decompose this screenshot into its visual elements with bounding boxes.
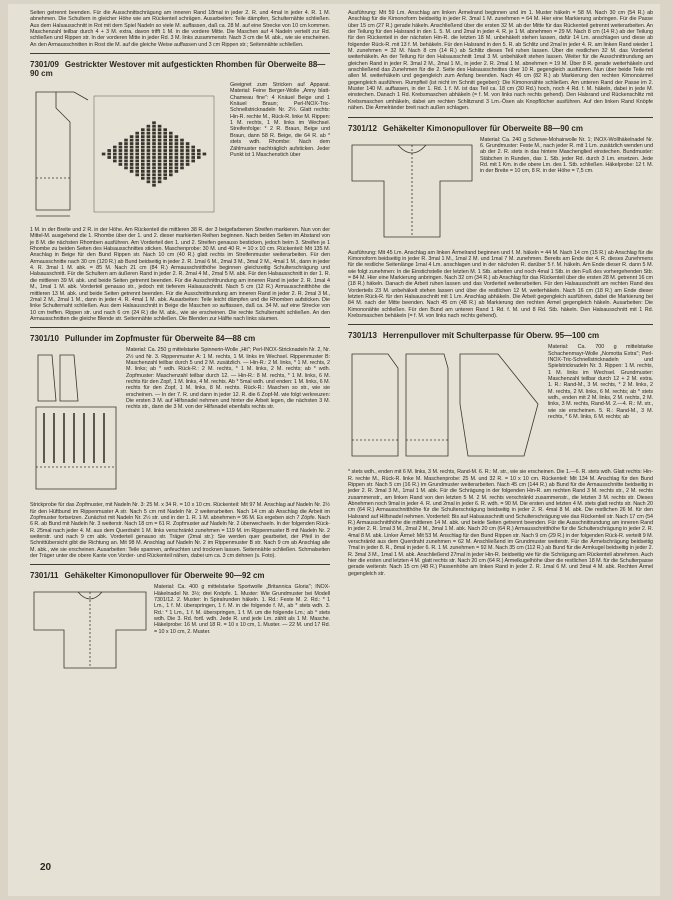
chart-stitch-mark <box>135 146 139 149</box>
chart-stitch-mark <box>130 146 134 149</box>
chart-stitch-mark <box>175 156 179 159</box>
chart-stitch-mark <box>158 146 162 149</box>
model-code: 7301/12 <box>348 123 377 133</box>
chart-stitch-mark <box>130 139 134 142</box>
chart-stitch-mark <box>152 167 156 170</box>
material-block: Geeignet zum Stricken auf Apparat. Material: Feine Berger-Wolle „Anny blatt-Chameau fine": 4 Knäuel Beige und 1 Knäuel Braun; Perl-INOX-Tric-Schnellstricknadeln Nr. 2½. Glatt rechts: Hin-R. rechte M., Rück-R. linke M. Rippen: 1 M. rechts, 1 M. links im Wechsel. Streifenfolge: * 2 R. Braun, Beige und Braun, dann 58 R. Beige, die 64 R. ab * stets wdh. Rhombe: Nach dem Zählmuster nachträglich aufsticken. Jeder Punkt ist 1 Maschenstich über <box>230 82 330 158</box>
chart-stitch-mark <box>130 149 134 152</box>
chart-stitch-mark <box>147 132 151 135</box>
chart-stitch-mark <box>152 146 156 149</box>
chart-stitch-mark <box>141 173 145 176</box>
chart-stitch-mark <box>152 163 156 166</box>
chart-stitch-mark <box>147 156 151 159</box>
chart-stitch-mark <box>163 139 167 142</box>
chart-stitch-mark <box>169 146 173 149</box>
chart-stitch-mark <box>152 142 156 145</box>
chart-stitch-mark <box>186 142 190 145</box>
kimono-pattern-diagram <box>30 584 150 674</box>
chart-stitch-mark <box>141 163 145 166</box>
chart-stitch-mark <box>158 149 162 152</box>
chart-stitch-mark <box>107 156 111 159</box>
chart-stitch-mark <box>186 153 190 156</box>
chart-stitch-mark <box>141 156 145 159</box>
section-divider <box>30 564 330 565</box>
chart-stitch-mark <box>119 156 123 159</box>
section-divider <box>348 324 653 325</box>
mens-pullover-schematic <box>348 344 544 469</box>
chart-stitch-mark <box>197 156 201 159</box>
chart-stitch-mark <box>135 173 139 176</box>
chart-stitch-mark <box>175 142 179 145</box>
chart-stitch-mark <box>135 139 139 142</box>
chart-stitch-mark <box>135 132 139 135</box>
chart-stitch-mark <box>158 156 162 159</box>
chart-stitch-mark <box>180 149 184 152</box>
mens-pullover-diagram <box>348 344 544 464</box>
chart-stitch-mark <box>119 163 123 166</box>
chart-stitch-mark <box>158 180 162 183</box>
chart-stitch-mark <box>163 142 167 145</box>
chart-stitch-mark <box>113 146 117 149</box>
chart-stitch-mark <box>124 139 128 142</box>
pullunder-pattern-diagram <box>30 347 122 497</box>
chart-stitch-mark <box>135 156 139 159</box>
chart-stitch-mark <box>169 153 173 156</box>
chart-stitch-mark <box>175 167 179 170</box>
chart-stitch-mark <box>163 170 167 173</box>
continued-instructions: Seiten getrennt beenden. Für die Ausschnittschrägung am inneren Rand 18mal in jeder 2. R. und 4mal in jeder 4. R. 1 M. abnehmen. Die Schultern in gleicher Höhe wie am Rückenteil schrägen. Ausarbeiten: Teile dämpfen, Schulternähte schließen. Aus dem Halsausschnitt in Rot mit dem Spiel Nadeln so viele M. auffassen, daß ca. 28 M. auf eine Strecke von 10 cm kommen. Maschenzahl teilbar durch 4 + 3 M. extra, davon trifft 1 M. in die vordere Mitte. Die Maschen auf 4 Nadeln verteilt zur Rd. schließen und Rippen str. In der vorderen Mitte in jeder Rd. 3 M. links zusammenstr. Nach 3 cm die M. abk., wie sie erscheinen. An den Armausschnitten in Rost die M. auf die gleiche Weise auffassen und 3 cm Rippen str.; Seitennähte schließen. <box>30 10 330 48</box>
chart-stitch-mark <box>141 177 145 180</box>
material-block: Material: Ca. 240 g Schewe-Mohairwolle Nr. 1; INOX-Wollhäkelnadel Nr. 6. Grundmuster: Feste M., nach jeder R. mit 1 Lm. zusätzlich wenden und ab der 2. R. stets in das hintere Maschenglied einstechen. Bundmuster: Stäbchen in Runden, das 1. Stb. jeder Rd. durch 3 Lm. ersetzen. Jede Rd. mit 1 Km. in die obere Lm. des 1. Stb. schließen. Häkelprobe: 12 f. M. in der Breite = 10 cm, 8 R. in der Höhe = 7,5 cm. <box>480 136 653 175</box>
chart-stitch-mark <box>163 167 167 170</box>
chart-stitch-mark <box>180 160 184 163</box>
chart-stitch-mark <box>158 128 162 131</box>
chart-stitch-mark <box>169 132 173 135</box>
chart-stitch-mark <box>158 135 162 138</box>
section-heading <box>348 329 653 341</box>
kimono-pullover-diagram <box>348 137 476 245</box>
chart-stitch-mark <box>152 160 156 163</box>
chart-stitch-mark <box>180 146 184 149</box>
chart-stitch-mark <box>119 142 123 145</box>
chart-stitch-mark <box>169 163 173 166</box>
chart-stitch-mark <box>175 163 179 166</box>
chart-stitch-mark <box>203 153 207 156</box>
chart-stitch-mark <box>113 160 117 163</box>
chart-stitch-mark <box>124 163 128 166</box>
chart-stitch-mark <box>113 149 117 152</box>
chart-stitch-mark <box>152 177 156 180</box>
chart-stitch-mark <box>169 160 173 163</box>
chart-stitch-mark <box>135 163 139 166</box>
chart-stitch-mark <box>152 184 156 187</box>
left-column <box>30 10 330 679</box>
westover-pattern-figure <box>30 82 226 227</box>
chart-stitch-mark <box>135 153 139 156</box>
chart-stitch-mark <box>175 160 179 163</box>
chart-stitch-mark <box>141 149 145 152</box>
chart-stitch-mark <box>113 156 117 159</box>
chart-stitch-mark <box>169 142 173 145</box>
chart-stitch-mark <box>175 149 179 152</box>
model-title: Gestrickter Westover mit aufgestickten Rhomben für Oberweite 88—90 cm <box>30 60 326 79</box>
chart-stitch-mark <box>141 132 145 135</box>
chart-stitch-mark <box>175 146 179 149</box>
chart-stitch-mark <box>147 149 151 152</box>
instructions-text: * stets wdh., enden mit 6 M. links, 3 M. rechts, Rand-M. 6. R.: M. str., wie sie erscheinen. Die 1.—6. R. stets wdh. Glatt rechts: Hin-R. rechte M., Rück-R. linke M. Maschenprobe: 25 M. und 32 R. = 10 x 10 cm. Rückenteil: Mit 134 M. Anschlag für den Bund Rippen str. Nach 5 cm (16 R.) im Grundmuster weiterarbeiten. Nach 45 cm (144 R.) ab Bund für die Armausschnitte beidseitig in jeder 2. R. 3mal 3 M., 1mal 1 M. abk. Für die Schrägung in der folgenden Hin-R. am rechten Rand 3 M. rechts str., 2 M. rechts zusammenstr., am linken Rand von den letzten 5 M. 2 M. rechts verschränkt zusammenstr., die letzten 3 M. rechts str. Dieses Abnehmen noch 9mal in jeder 4. R. und 2mal in jeder 6. R. wdh. = 90 M. Die ersten und letzten 4 M. stets glatt rechts str. Nach 20 cm (64 R.) Armausschnitthöhe für die Schulterschrägung beidseitig in jeder 2. R. 4mal 8 M. abk. Die restlichen 26 M. für den Halsrand auf Hilfsnadel nehmen. Vorderteil: Bis auf Halsausschnitt und Schulterschrägung wie das Rückenteil str. Nach 17 cm (54 R.) Armausschnitthöhe die mittleren 14 M. abk. und beide Seiten getrennt beenden. Für die Ausschnittrundung am inneren Rand in jeder 2. R. 1mal 3 M., 2mal 2 M., 3mal 1 M. abk. Nach 20 cm (64 R.) Armausschnitthöhe für die Schulterschrägung in jeder 2. R. 4mal 8 M. abk. Linker Ärmel: Mit 53 M. Anschlag für den Bund Rippen str. Nach 9 cm (29 R.) in der folgenden Rück-R. verteilt 9 M. verschränkt aus dem Querdraht zunehmen = 62 M. Anschließend im Grundmuster weiterstr. Für die Ärmelschrägung beidseitig 7mal in jeder 8. R., 8mal in jeder 6. R. 1 M. zunehmen = 92 M. Nach 35 cm (112 R.) ab Bund für die Armkugel beidseitig in jeder 2. R. 3mal 3 M., 1mal 1 M. abk. Anschließend 27mal in jeder Hin-R. beidseitig wie für die Schrägung am Rückenteil abnehmen. Auch hier die ersten und letzten 4 M. glatt rechts str. Nach 20 cm (64 R.) Armelkugelhöhe über die restlichen 18 M. für die Schulterpasse gerade weiterstr. Nach 15 cm (48 R.) Passenhöhe am linken Rand in jeder 2. R. 1mal 6 M. und 3mal 4 M. abk. Rechten Ärmel gegengleich str. <box>348 469 654 577</box>
chart-stitch-mark <box>169 135 173 138</box>
chart-stitch-mark <box>135 170 139 173</box>
chart-stitch-mark <box>147 146 151 149</box>
chart-stitch-mark <box>130 170 134 173</box>
chart-stitch-mark <box>191 149 195 152</box>
chart-stitch-mark <box>152 170 156 173</box>
chart-stitch-mark <box>175 170 179 173</box>
chart-stitch-mark <box>130 153 134 156</box>
chart-stitch-mark <box>186 149 190 152</box>
section-divider <box>30 327 330 328</box>
chart-stitch-mark <box>180 163 184 166</box>
chart-stitch-mark <box>152 121 156 124</box>
chart-stitch-mark <box>163 173 167 176</box>
chart-stitch-mark <box>152 139 156 142</box>
chart-stitch-mark <box>141 153 145 156</box>
section-divider <box>30 53 330 54</box>
chart-stitch-mark <box>169 173 173 176</box>
chart-stitch-mark <box>158 163 162 166</box>
chart-stitch-mark <box>141 135 145 138</box>
chart-stitch-mark <box>158 160 162 163</box>
chart-stitch-mark <box>152 156 156 159</box>
chart-stitch-mark <box>158 142 162 145</box>
chart-stitch-mark <box>152 125 156 128</box>
chart-stitch-mark <box>135 142 139 145</box>
chart-stitch-mark <box>113 153 117 156</box>
chart-stitch-mark <box>191 146 195 149</box>
chart-stitch-mark <box>147 142 151 145</box>
model-code: 7301/09 <box>30 60 59 70</box>
page-number: 20 <box>40 862 52 873</box>
model-code: 7301/11 <box>30 571 59 581</box>
section-heading <box>30 58 330 79</box>
chart-stitch-mark <box>191 153 195 156</box>
chart-stitch-mark <box>158 153 162 156</box>
chart-stitch-mark <box>124 146 128 149</box>
chart-stitch-mark <box>169 149 173 152</box>
chart-stitch-mark <box>180 153 184 156</box>
chart-stitch-mark <box>152 173 156 176</box>
chart-stitch-mark <box>175 153 179 156</box>
chart-stitch-mark <box>163 153 167 156</box>
chart-stitch-mark <box>119 153 123 156</box>
chart-stitch-mark <box>124 167 128 170</box>
chart-stitch-mark <box>147 160 151 163</box>
chart-stitch-mark <box>180 142 184 145</box>
chart-stitch-mark <box>107 153 111 156</box>
chart-stitch-mark <box>141 170 145 173</box>
chart-stitch-mark <box>124 156 128 159</box>
chart-stitch-mark <box>175 139 179 142</box>
chart-stitch-mark <box>152 149 156 152</box>
chart-stitch-mark <box>119 160 123 163</box>
chart-stitch-mark <box>119 149 123 152</box>
chart-stitch-mark <box>141 142 145 145</box>
chart-stitch-mark <box>163 128 167 131</box>
kimono-schematic <box>30 584 150 679</box>
chart-stitch-mark <box>158 132 162 135</box>
chart-stitch-mark <box>169 139 173 142</box>
chart-stitch-mark <box>119 146 123 149</box>
chart-stitch-mark <box>163 135 167 138</box>
chart-stitch-mark <box>180 167 184 170</box>
chart-stitch-mark <box>130 167 134 170</box>
chart-stitch-mark <box>141 146 145 149</box>
chart-stitch-mark <box>147 180 151 183</box>
section-heading <box>348 122 653 134</box>
chart-stitch-mark <box>186 156 190 159</box>
chart-stitch-mark <box>158 173 162 176</box>
chart-stitch-mark <box>130 135 134 138</box>
chart-stitch-mark <box>135 135 139 138</box>
instructions-text: 1 M. in der Breite und 2 R. in der Höhe. Am Rückenteil die mittleren 38 R. der 3 beigefarbenen Streifen markieren. Nun von der Mittel-M. ausgehend die 1. Rhombe über der 1. und 2. dieser markierten Reihen beginnen. Nach beiden Seiten im Abstand von je 8 M. die nächsten Rhomben ausführen. Am Vorderteil den 1. und 2. Streifen genauso besticken, jedoch beim 3. Streifen je 1 Rhombe zu beiden Seiten des Halsausschnittes sticken. Maschenprobe: 30 M. und 40 R. = 10 x 10 cm. Rückenteil: Mit 135 M. Anschlag in Beige für den Bund Rippen str. Nach 10 cm (40 R.) glatt rechts im Streifenmuster weiterarbeiten. Für den Armausschnitte nach 30 cm (120 R.) ab Bund beidseitig in jeder 2. R. 1mal 6 M., 2mal 3 M., 3mal 2 M., 4mal 1 M., dann in jeder 4. R. 3mal 1 M. abk. = 85 M. Nach 21 cm (84 R.) Armausschnitthöhe beginnen gleichzeitig Schulterschrägung und Halsausschnitt. Für die Schultern am äußeren Rand in jeder 2. R. 2mal 4 M., 2mal 5 M. abk. Für den Halsausschnitt in der 1. R. die mittleren 39 M. abk. und beide Seiten getrennt beenden. Für die Ausschnittrundung am inneren Rand in jeder 2. R. 1mal 4 M., 1mal 1 M. abk. Vorderteil genauso str., jedoch mit tieferem Halsausschnitt. Nach 5 cm (12 R.) Armausschnitthöhe die mittleren 13 M. abk. und beide Seiten getrennt beenden. Für die Ausschnittrundung am inneren Rand in jeder 2. R. 2mal 3 M., 2mal 2 M., 2mal 1 M., dann in jeder 4. R. 4mal 1 M. abk. Ausarbeiten: Teile leicht dämpfen und die Rhomben aufsticken. Die linke Schulternaht schließen. Aus dem Halsausschnitt in Beige die Maschen so auffassen, daß ca. 34 M. auf eine Strecke von 10 cm treffen. Rippen str. und nach 6 cm (24 R.) die M. abk., wie sie erscheinen. Die rechte Schulternaht schließen. An den Armausschnitten die gleiche Blende str. Seitennähte schließen. Die Blenden zur Hälfte nach links säumen. <box>30 227 330 322</box>
model-title: Herrenpullover mit Schulterpasse für Oberw. 95—100 cm <box>382 331 600 341</box>
instructions-text: Ausführung: Mit 45 Lm. Anschlag am linken Ärmelrand beginnen und f. M. häkeln = 44 M. Nach 14 cm (15 R.) ab Anschlag für die Kimonoform beidseitig in jeder R. 3mal 1 M., 1mal 2 M. und 1mal 7 M. zunehmen. Bereits am Ende der 4. R. dieses Zunehmens für die restliche Seitenlänge 1mal 4 Lm. anschlagen und in der nächsten R. darüber 5 f. M. häkeln. Am Ende dieser R. dann 5 M. wie folgt zunehmen: In die Einstichstelle der letzten M. 1 Stb. arbeiten und noch 4mal 1 Stb. in den Fuß des vorhergehenden Stb. = 84 M. Hier eine Markierung anbringen. Nach 32 cm (34 R.) ab Anschlag für das Rückenteil über die ersten 28 M. getrennt 16 cm (18 R.) häkeln. Danach die Arbeit ruhen lassen und das Vorderteil weiterarbeiten. Für den Halsausschnitt am rechten Rand des Vorderteils 23 M. unbehäkelt stehen lassen und über die restlichen 12 M. weiterhäkeln. Nach 16 cm (18 R.) am Ende dieser letzten Rück-R. für den Halsausschnitt mit 1 Lm. Anschlag abhäkeln. Die Arbeit gegengleich ausführen, dabei die Markierung bei 84 M. nach der Mitte beenden. Nach 45 cm (48 R.) ab Markierung den rechten Ärmel gegengleich häkeln. Ausarbeiten: Die Kimononähte schließen. Für den Bund am unteren Rand 1 Rd. f. M. und 8 Rd. Stb. häkeln. Den Halsausschnitt mit 1 Rd. Krebsmaschen behäkeln (= f. M. von links nach rechts gehend). <box>348 249 653 319</box>
chart-stitch-mark <box>169 170 173 173</box>
chart-stitch-mark <box>163 132 167 135</box>
chart-stitch-mark <box>152 135 156 138</box>
chart-stitch-mark <box>163 149 167 152</box>
material-block: Material: Ca. 250 g mittelstarke Spinnerin-Wolle „Hit"; Perl-INOX-Stricknadeln Nr. 2, Nr. 2½ und Nr. 3. Rippenmuster A: 1 M. rechts, 1 M. links im Wechsel. Rippenmuster B: Maschenzahl teilbar durch 5 und 2 M. zusätzlich. — Hin-R.: 2 M. links, * 1 M. rechts, 2 M. links; ab * wdh. Rück-R.: 2 M. rechts, * 1 M. links, 2 M. rechts; ab * wdh. Zopfmuster: Maschenzahl teilbar durch 12. — Hin-R.: 8 M. rechts, * 1 M. links, 6 M. rechts für den Zopf, 1 M. links, 4 M. rechts. Ab * 5mal wdh. und enden: 1 M. links, 6 M. rechts für den Zopf, 1 M. links, 8 M. rechts. Rück-R.: Maschen so str., wie sie erscheinen. — In der 7. R. und dann in jeder 12. R. die 6 Zopf-M. wie folgt verkreuzen: Die ersten 3 M. auf Hilfsnadel nehmen und hinter die Arbeit legen, die nächsten 3 M. rechts str., dann die 3 M. von der Hilfsnadel ebenfalls rechts str. <box>126 347 330 411</box>
chart-stitch-mark <box>124 142 128 145</box>
instructions-text: Strickprobe für das Zopfmuster, mit Nadeln Nr. 3: 25 M. x 34 R. = 10 x 10 cm. Rückenteil: Mit 97 M. Anschlag auf Nadeln Nr. 2½ für den Hüftbund im Rippenmuster A str. Nach 5 cm mit Nadeln Nr. 2 weiterarbeiten. Nach 14 cm ab Anschlag die Arbeit im Zopfmuster fortsetzen. Zunächst mit Nadeln Nr. 2½ str. und in der 1. R. 1 M. abnehmen = 96 M. Es ergeben sich 7 Zöpfe. Nach 6 R. ab Bund mit Nadeln Nr. 3 weiterstr. Nach 18 cm = 61 R. Zopfmuster auf Nadeln Nr. 2 überwechseln. In der folgenden Rück-R. 25mal nach jeder 4. M. aus dem Querdraht 1 M. links verschränkt zunehmen = 119 M. im Rippenmuster B mit Nadeln Nr. 2 weiterstr. und nach 9 cm abk. Vorderteil genauso str. Träger (2mal str.): Sie werden quer gearbeitet, der Pfeil in der Schnittübersicht gibt die Richtung an. Mit 98 M. Anschlag auf Nadeln Nr. 2 im Rippenmuster B str. Nach 9 cm ab Anschlag alle M. abk., wie sie erscheinen. Ausarbeiten: Teile spannen, anfeuchten und trocknen lassen. Seitennähte schließen. Schmalseiten der Träger unter die obere Kante von Vorder- und Rückenteil nähen, dabei um ca. 3 cm dehnen (s. Foto). <box>30 502 330 559</box>
chart-stitch-mark <box>135 167 139 170</box>
chart-stitch-mark <box>147 125 151 128</box>
chart-stitch-mark <box>124 153 128 156</box>
chart-stitch-mark <box>147 173 151 176</box>
chart-stitch-mark <box>147 163 151 166</box>
chart-stitch-mark <box>186 163 190 166</box>
chart-stitch-mark <box>186 146 190 149</box>
chart-stitch-mark <box>147 139 151 142</box>
chart-stitch-mark <box>124 149 128 152</box>
chart-stitch-mark <box>163 146 167 149</box>
chart-stitch-mark <box>152 153 156 156</box>
rhombus-chart-diagram <box>30 82 226 222</box>
chart-stitch-mark <box>180 156 184 159</box>
kimono-pullover-schematic <box>348 137 476 250</box>
chart-stitch-mark <box>163 156 167 159</box>
chart-stitch-mark <box>107 149 111 152</box>
magazine-page <box>8 4 660 896</box>
chart-stitch-mark <box>191 160 195 163</box>
chart-stitch-mark <box>147 135 151 138</box>
chart-stitch-mark <box>191 156 195 159</box>
chart-stitch-mark <box>169 167 173 170</box>
model-title: Pullunder im Zopfmuster für Oberweite 84—88 cm <box>64 334 256 344</box>
chart-stitch-mark <box>175 135 179 138</box>
chart-stitch-mark <box>152 180 156 183</box>
chart-stitch-mark <box>147 170 151 173</box>
model-code: 7301/13 <box>348 331 377 341</box>
chart-stitch-mark <box>130 163 134 166</box>
chart-stitch-mark <box>124 160 128 163</box>
chart-stitch-mark <box>158 170 162 173</box>
chart-stitch-mark <box>180 139 184 142</box>
chart-stitch-mark <box>158 139 162 142</box>
chart-stitch-mark <box>135 160 139 163</box>
chart-stitch-mark <box>141 128 145 131</box>
chart-stitch-mark <box>152 128 156 131</box>
section-heading <box>30 332 330 344</box>
pullunder-schematic <box>30 347 122 502</box>
right-column <box>348 10 653 577</box>
chart-stitch-mark <box>169 156 173 159</box>
chart-stitch-mark <box>197 153 201 156</box>
chart-stitch-mark <box>141 167 145 170</box>
chart-stitch-mark <box>152 132 156 135</box>
continued-instructions: Ausführung: Mit 59 Lm. Anschlag am linken Ärmelrand beginnen und im 1. Muster häkeln = 58 M. Nach 30 cm (54 R.) ab Anschlag für die Kimonoform beidseitig in jeder R. 3mal 1 M. zunehmen = 64 M. Hier eine Markierung anbringen. Für die Passe über 15 cm (27 R.) gerade häkeln. Anschließend über die ersten 32 M. ab der Mitte für das Rückenteil getrennt weiterarbeiten. An der Teilung für den Halsrand in den 1. 5. M. und 2mal in jeder 4. R. je 1 M. abnehmen = 29 M. Nach 8 cm (14 R.) ab der Teilung für den Rückenteil in der nächsten Hin-R. die letzten 18 M. unbehäkelt stehen lassen, dafür 14 Lm. anschlagen und diese ab folgender Rück-R. mit 13 f. M. behäkeln. Für den Halsrand in den 5. R. ab Schlitz und 2mal in jeder 4. R. am linken Rand wieder 1 M. zunehmen = 32 M. Nach 8 cm (14 R.) ab Schlitz dieses Teil ruhen lassen. Über die restlichen 32 M. das Vorderteil weiterhäkeln. An der Teilung für den Halsausschnitt 1mal 3 M. unbehäkelt stehen lassen. Weiter für die Ausschnittrundung am gleichen Rand in jeder R. 3mal 2 M., 2mal 1 M., in jeder 2. R. 2mal 1 M. abnehmen = 19 M. Über 8 R. gerade weiterhäkeln und anschließend das Zunehmen für die 2. Seite des Halsausschnittes über 10 R. gegengleich ausführen. Nun über beide Teile mit allen M. weiterhäkeln und gegengleich zum Anfang beenden. Nach 46 cm (82 R.) ab Markierung den rechten Kimonoärmel gegengleich ausführen. Rumpfteil (ist nicht im Schnitt gegeben): Die Kimononähte schließen. Am unteren Rand der Passe im 2. Muster 140 M. auffassen, in der 1. Rd. 1 f. M. ist das Teil ca. 18 cm (30 Rd.) hoch, noch 4 Rd. f. M. häkeln, dabei in jede M. einstechen. Danach 1 Rd. Krebsmaschen abhäkeln (= f. M. von links nach rechts gehend). Den Halsrand und Rückenschlitz mit Krebsmaschen umhäkeln, dabei am rechten Schlitzrand 3 Lm.-Ösen als Knopflöcher ausführen. Auf den linken Rand Knöpfe nähen. Die Ärmelränder breit nach außen schlagen. <box>348 10 653 112</box>
chart-stitch-mark <box>147 153 151 156</box>
chart-stitch-mark <box>197 149 201 152</box>
section-divider <box>348 117 653 118</box>
model-code: 7301/10 <box>30 334 59 344</box>
chart-stitch-mark <box>147 177 151 180</box>
chart-stitch-mark <box>141 160 145 163</box>
chart-stitch-mark <box>163 163 167 166</box>
section-heading <box>30 569 330 581</box>
material-block: Material: Ca. 400 g mittelstarke Sportwolle „Britannica Gloria"; INOX-Häkelnadel Nr. 3½; drei Knöpfe. 1. Muster: Wie Grundmuster bei Modell 7301/12. 2. Muster: In Spiralrunden häkeln. 1. Rd.: Feste M. 2. Rd.: * 1 Lm., 1 f. M. überspringen, 1 f. M. in die folgende f. M., ab * stets wdh. 3. Rd.: * 1 Lm., 1 f. M. überspringen, 1 f. M. um die folgende Lm.; ab * stets wdh. Die 3. Rd. fortl. wdh. Jede R. und jede Lm. zählt als 1 M. Masche. Häkelprobe: 16 M. und 18 R. = 10 x 10 cm, 1. Muster. — 22 M. und 17 Rd. = 10 x 10 cm, 2. Muster. <box>154 584 330 635</box>
model-title: Gehäkelter Kimonopullover für Oberweite 88—90 cm <box>382 123 583 133</box>
chart-stitch-mark <box>163 160 167 163</box>
material-block: Material: Ca. 700 g mittelstarke Schachenmayr-Wolle „Nomotta Extra"; Perl-INOX-Tric-Schnellstricknadeln und Spielstricknadeln Nr. 3. Rippen: 1 M. rechts, 1 M. links im Wechsel. Grundmuster: Maschenzahl teilbar durch 12 + 2 M. extra. 1. R.: Rand-M., 3 M. rechts, * 2 M. links, 2 M. rechts, 2 M. links, 6 M. rechts; ab * stets wdh., enden mit 2 M. links, 2 M. rechts, 2 M. links, 3 M. rechts, Rand-M. 2.—4. R.: M. str., wie sie erscheinen. 5. R.: Rand-M., 3 M. rechts, * 6 M. links, 6 M. rechts; ab <box>548 344 653 421</box>
chart-stitch-mark <box>130 160 134 163</box>
chart-stitch-mark <box>147 128 151 131</box>
chart-stitch-mark <box>186 160 190 163</box>
model-title: Gehäkelter Kimonopullover für Oberweite 90—92 cm <box>64 571 265 581</box>
chart-stitch-mark <box>158 125 162 128</box>
chart-stitch-mark <box>130 142 134 145</box>
chart-stitch-mark <box>135 149 139 152</box>
chart-stitch-mark <box>163 177 167 180</box>
chart-stitch-mark <box>141 139 145 142</box>
chart-stitch-mark <box>158 167 162 170</box>
chart-stitch-mark <box>102 153 106 156</box>
chart-stitch-mark <box>147 167 151 170</box>
chart-stitch-mark <box>158 177 162 180</box>
chart-stitch-mark <box>130 156 134 159</box>
